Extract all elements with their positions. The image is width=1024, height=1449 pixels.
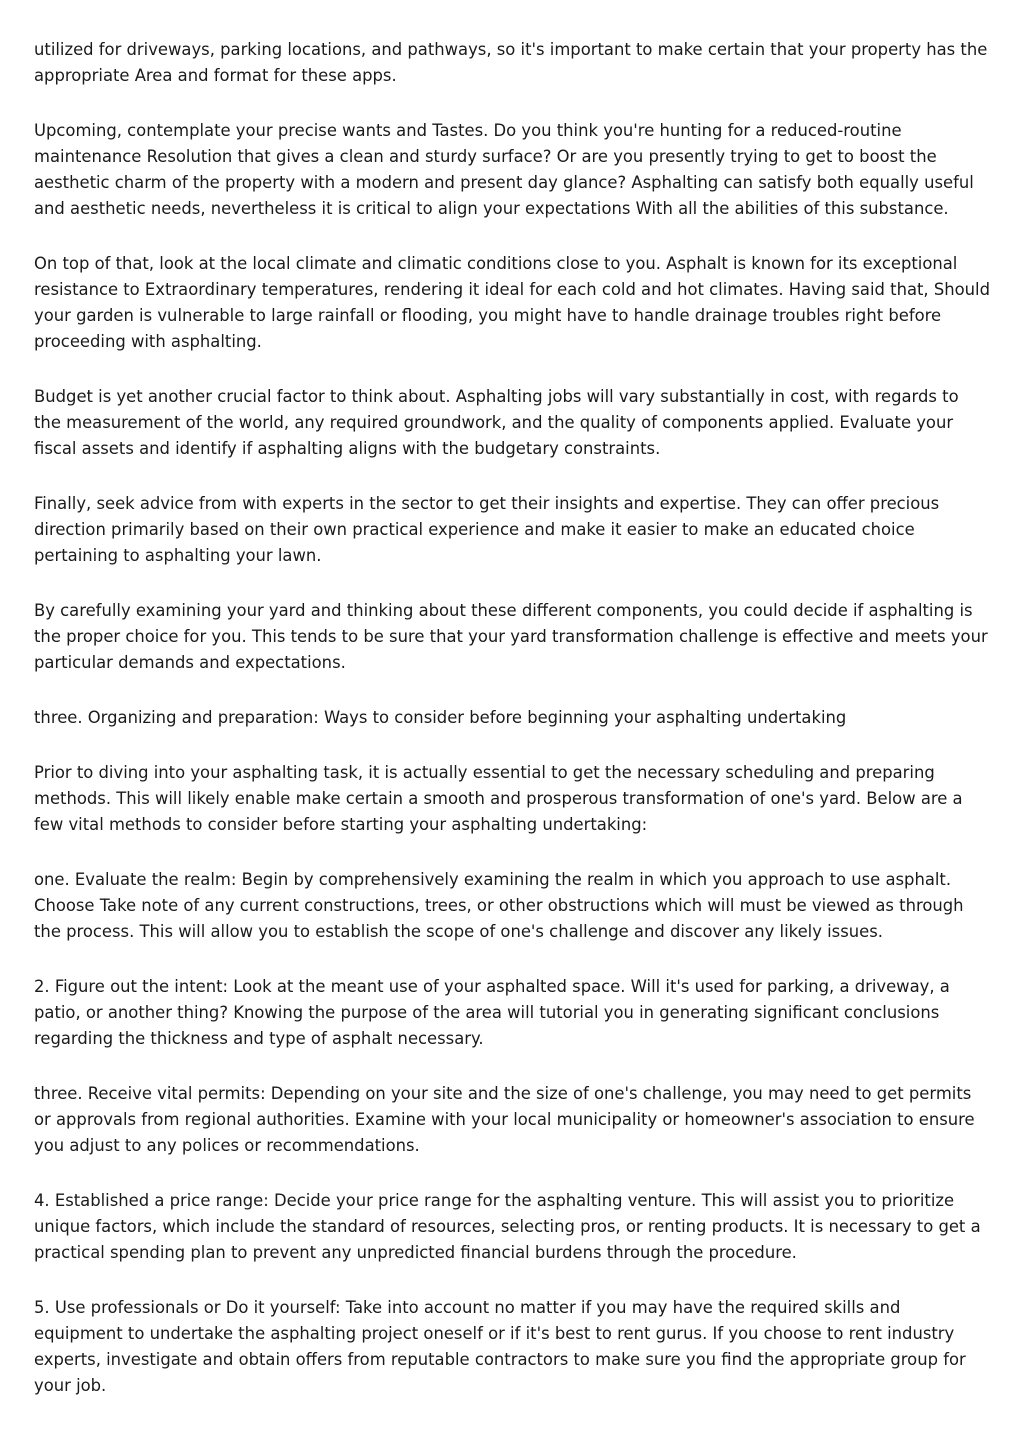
paragraph-experts: Finally, seek advice from with experts in the sector to get their insights and expertise. They can offer precious direction primarily based on their own practical experience and make it easier to make an educated choice pertaining to asphalting your lawn. — [34, 494, 940, 565]
paragraph-planning-intro: Prior to diving into your asphalting task, it is actually essential to get the necessary scheduling and preparing methods. This will likely enable make certain a smooth and prosperous transformation of one's yard. Below are a few vital methods to consider before starting your asphalting undertaking: — [34, 763, 963, 834]
paragraph-wants-and-tastes: Upcoming, contemplate your precise wants and Tastes. Do you think you're hunting for a reduced-routine maintenance Resolution that gives a clean and sturdy surface? Or are you presently trying to get to boost the aesthetic charm of the property with a modern and present day glance? Asphalting can satisfy both equally useful and aesthetic needs, nevertheless it is critical to align your expectations With all the abilities of this substance. — [34, 121, 974, 218]
paragraph-examining-yard: By carefully examining your yard and thinking about these different components, you could decide if asphalting is the proper choice for you. This tends to be sure that your yard transformation challenge is effective and meets your particular demands and expectations. — [34, 601, 988, 672]
paragraph-climate: On top of that, look at the local climate and climatic conditions close to you. Asphalt is known for its exceptional resistance to Extraordinary temperatures, rendering it ideal for each cold and hot climates. Having said that, Should your garden is vulnerable to large rainfall or flooding, you might have to handle drainage troubles right before proceeding with asphalting. — [34, 254, 991, 351]
paragraph-budget: Budget is yet another crucial factor to think about. Asphalting jobs will vary substantially in cost, with regards to the measurement of the world, any required groundwork, and the quality of components applied. Evaluate your fiscal assets and identify if asphalting aligns with the budgetary constraints. — [34, 387, 959, 458]
list-item-professionals: 5. Use professionals or Do it yourself: Take into account no matter if you may have the required skills and equipment to undertake the asphalting project oneself or if it's best to rent gurus. If you choose to rent industry experts, investigate and obtain offers from reputable contractors to make sure you find the appropriate group for your job. — [34, 1298, 966, 1395]
paragraph-driveways: utilized for driveways, parking locations, and pathways, so it's important to make certain that your property has the appropriate Area and format for these apps. — [34, 40, 988, 85]
list-item-permits: three. Receive vital permits: Depending on your site and the size of one's challenge, you may need to get permits or approvals from regional authorities. Examine with your local municipality or homeowner's association to ensure you adjust to any polices or recommendations. — [34, 1084, 975, 1155]
section-heading-organizing: three. Organizing and preparation: Ways to consider before beginning your asphalting undertaking — [34, 708, 847, 727]
document-body — [34, 37, 990, 1428]
list-item-figure-out-intent: 2. Figure out the intent: Look at the meant use of your asphalted space. Will it's used for parking, a driveway, a patio, or another thing? Knowing the purpose of the area will tutorial you in generating significant conclusions regarding the thickness and type of asphalt necessary. — [34, 977, 950, 1048]
list-item-evaluate-realm: one. Evaluate the realm: Begin by comprehensively examining the realm in which you approach to use asphalt. Choose Take note of any current constructions, trees, or other obstructions which will must be viewed as through the process. This will allow you to establish the scope of one's challenge and discover any likely issues. — [34, 870, 964, 941]
list-item-price-range: 4. Established a price range: Decide your price range for the asphalting venture. This will assist you to prioritize unique factors, which include the standard of resources, selecting pros, or renting products. It is necessary to get a practical spending plan to prevent any unpredicted financial burdens through the procedure. — [34, 1191, 981, 1262]
